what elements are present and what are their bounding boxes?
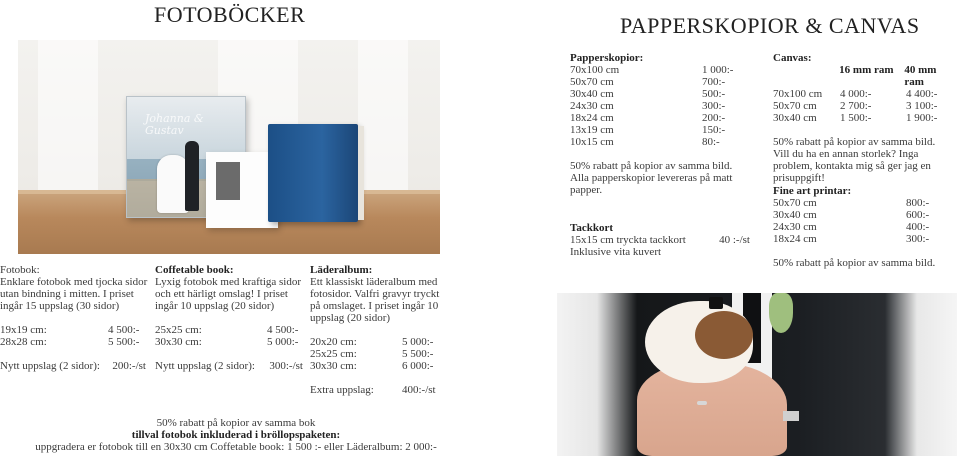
left-page-title: FOTOBÖCKER <box>154 2 306 27</box>
coffeetable-description: Lyxig fotobok med kraftiga sidor och ett härligt omslag! I priset ingår 10 uppslag (20 sidor) <box>155 276 302 312</box>
price-row: 20x20 cm: 5 000:- <box>310 336 434 348</box>
price-row: 30x40 cm 600:- <box>773 209 930 221</box>
bottom-notes <box>0 417 472 453</box>
extra-spread-row: Extra uppslag: 400:-/st <box>310 384 436 396</box>
fotobok-section <box>0 264 150 372</box>
papperskopior-note: 50% rabatt på kopior av samma bild. Alla papperskopior levereras på matt papper. <box>570 160 733 196</box>
book-cover-script: Johanna & Gustav <box>145 112 204 137</box>
fineart-heading: Fine art printar: <box>773 185 852 197</box>
price-row: 70x100 cm 4 000:- 4 400:- <box>773 88 938 100</box>
right-page-title: PAPPERSKOPIOR & CANVAS <box>620 13 920 38</box>
coffeetable-heading: Coffetable book: <box>155 264 234 276</box>
fotobok-heading: Fotobok: <box>0 264 40 276</box>
canvas-heading: Canvas: <box>773 52 812 64</box>
price-row: 30x40 cm 500:- <box>570 88 726 100</box>
price-row: 30x30 cm: 6 000:- <box>310 360 434 372</box>
laderalbum-section <box>310 264 452 396</box>
price-row: 50x70 cm 800:- <box>773 197 930 209</box>
tackkort-heading: Tackkort <box>570 222 613 234</box>
price-row: 50x70 cm 2 700:- 3 100:- <box>773 100 938 112</box>
photo-guinea-pig-image <box>557 293 957 456</box>
extra-spread-row: Nytt uppslag (2 sidor): 200:-/st <box>0 360 146 372</box>
photo-books-image <box>18 40 440 254</box>
fineart-note: 50% rabatt på kopior av samma bild. <box>773 257 936 269</box>
tackkort-section <box>570 222 750 258</box>
price-row: 30x40 cm 1 500:- 1 900:- <box>773 112 938 124</box>
price-row: 24x30 cm 400:- <box>773 221 930 233</box>
tackkort-note: Inklusive vita kuvert <box>570 246 662 258</box>
price-row: 30x30 cm: 5 000:- <box>155 336 299 348</box>
papperskopior-heading: Papperskopior: <box>570 52 644 64</box>
price-row: 18x24 cm 300:- <box>773 233 930 245</box>
price-row: 28x28 cm: 5 500:- <box>0 336 140 348</box>
papperskopior-section <box>570 52 740 196</box>
price-row: 19x19 cm: 4 500:- <box>0 324 140 336</box>
price-row: 25x25 cm: 4 500:- <box>155 324 299 336</box>
canvas-note-size: Vill du ha en annan storlek? Inga problem, kontakta mig så ger jag en prisuppgift! <box>773 148 931 184</box>
bottom-note-upgrade: uppgradera er fotobok till en 30x30 cm Coffetable book: 1 500 :- eller Läderalbum: 2 000:- <box>35 441 437 453</box>
price-row: 25x25 cm: 5 500:- <box>310 348 434 360</box>
price-row: 13x19 cm 150:- <box>570 124 726 136</box>
fotobok-description: Enklare fotobok med tjocka sidor utan bindning i mitten. I priset ingår 15 uppslag (30 sidor) <box>0 276 148 312</box>
price-row: 24x30 cm 300:- <box>570 100 726 112</box>
fineart-section <box>773 185 958 269</box>
laderalbum-heading: Läderalbum: <box>310 264 373 276</box>
canvas-section <box>773 52 958 184</box>
price-row: 70x100 cm 1 000:- <box>570 64 734 76</box>
bottom-note-heading: tillval fotobok inkluderad i bröllopspaketen: <box>131 429 341 441</box>
laderalbum-description: Ett klassiskt läderalbum med fotosidor. Valfri gravyr tryckt på omslaget. I priset ingår 10 uppslag (20 sidor) <box>310 276 440 324</box>
leather-album <box>268 124 358 222</box>
canvas-column-headers: 16 mm ram 40 mm ram <box>839 64 937 88</box>
price-row: 15x15 cm tryckta tackkort 40 :-/st <box>570 234 750 246</box>
extra-spread-row: Nytt uppslag (2 sidor): 300:-/st <box>155 360 303 372</box>
price-row: 50x70 cm 700:- <box>570 76 726 88</box>
price-row: 18x24 cm 200:- <box>570 112 726 124</box>
coffeetable-section <box>155 264 303 372</box>
canvas-note-discount: 50% rabatt på kopior av samma bild. <box>773 136 936 148</box>
bottom-note-discount: 50% rabatt på kopior av samma bok <box>156 417 316 429</box>
price-row: 10x15 cm 80:- <box>570 136 720 148</box>
